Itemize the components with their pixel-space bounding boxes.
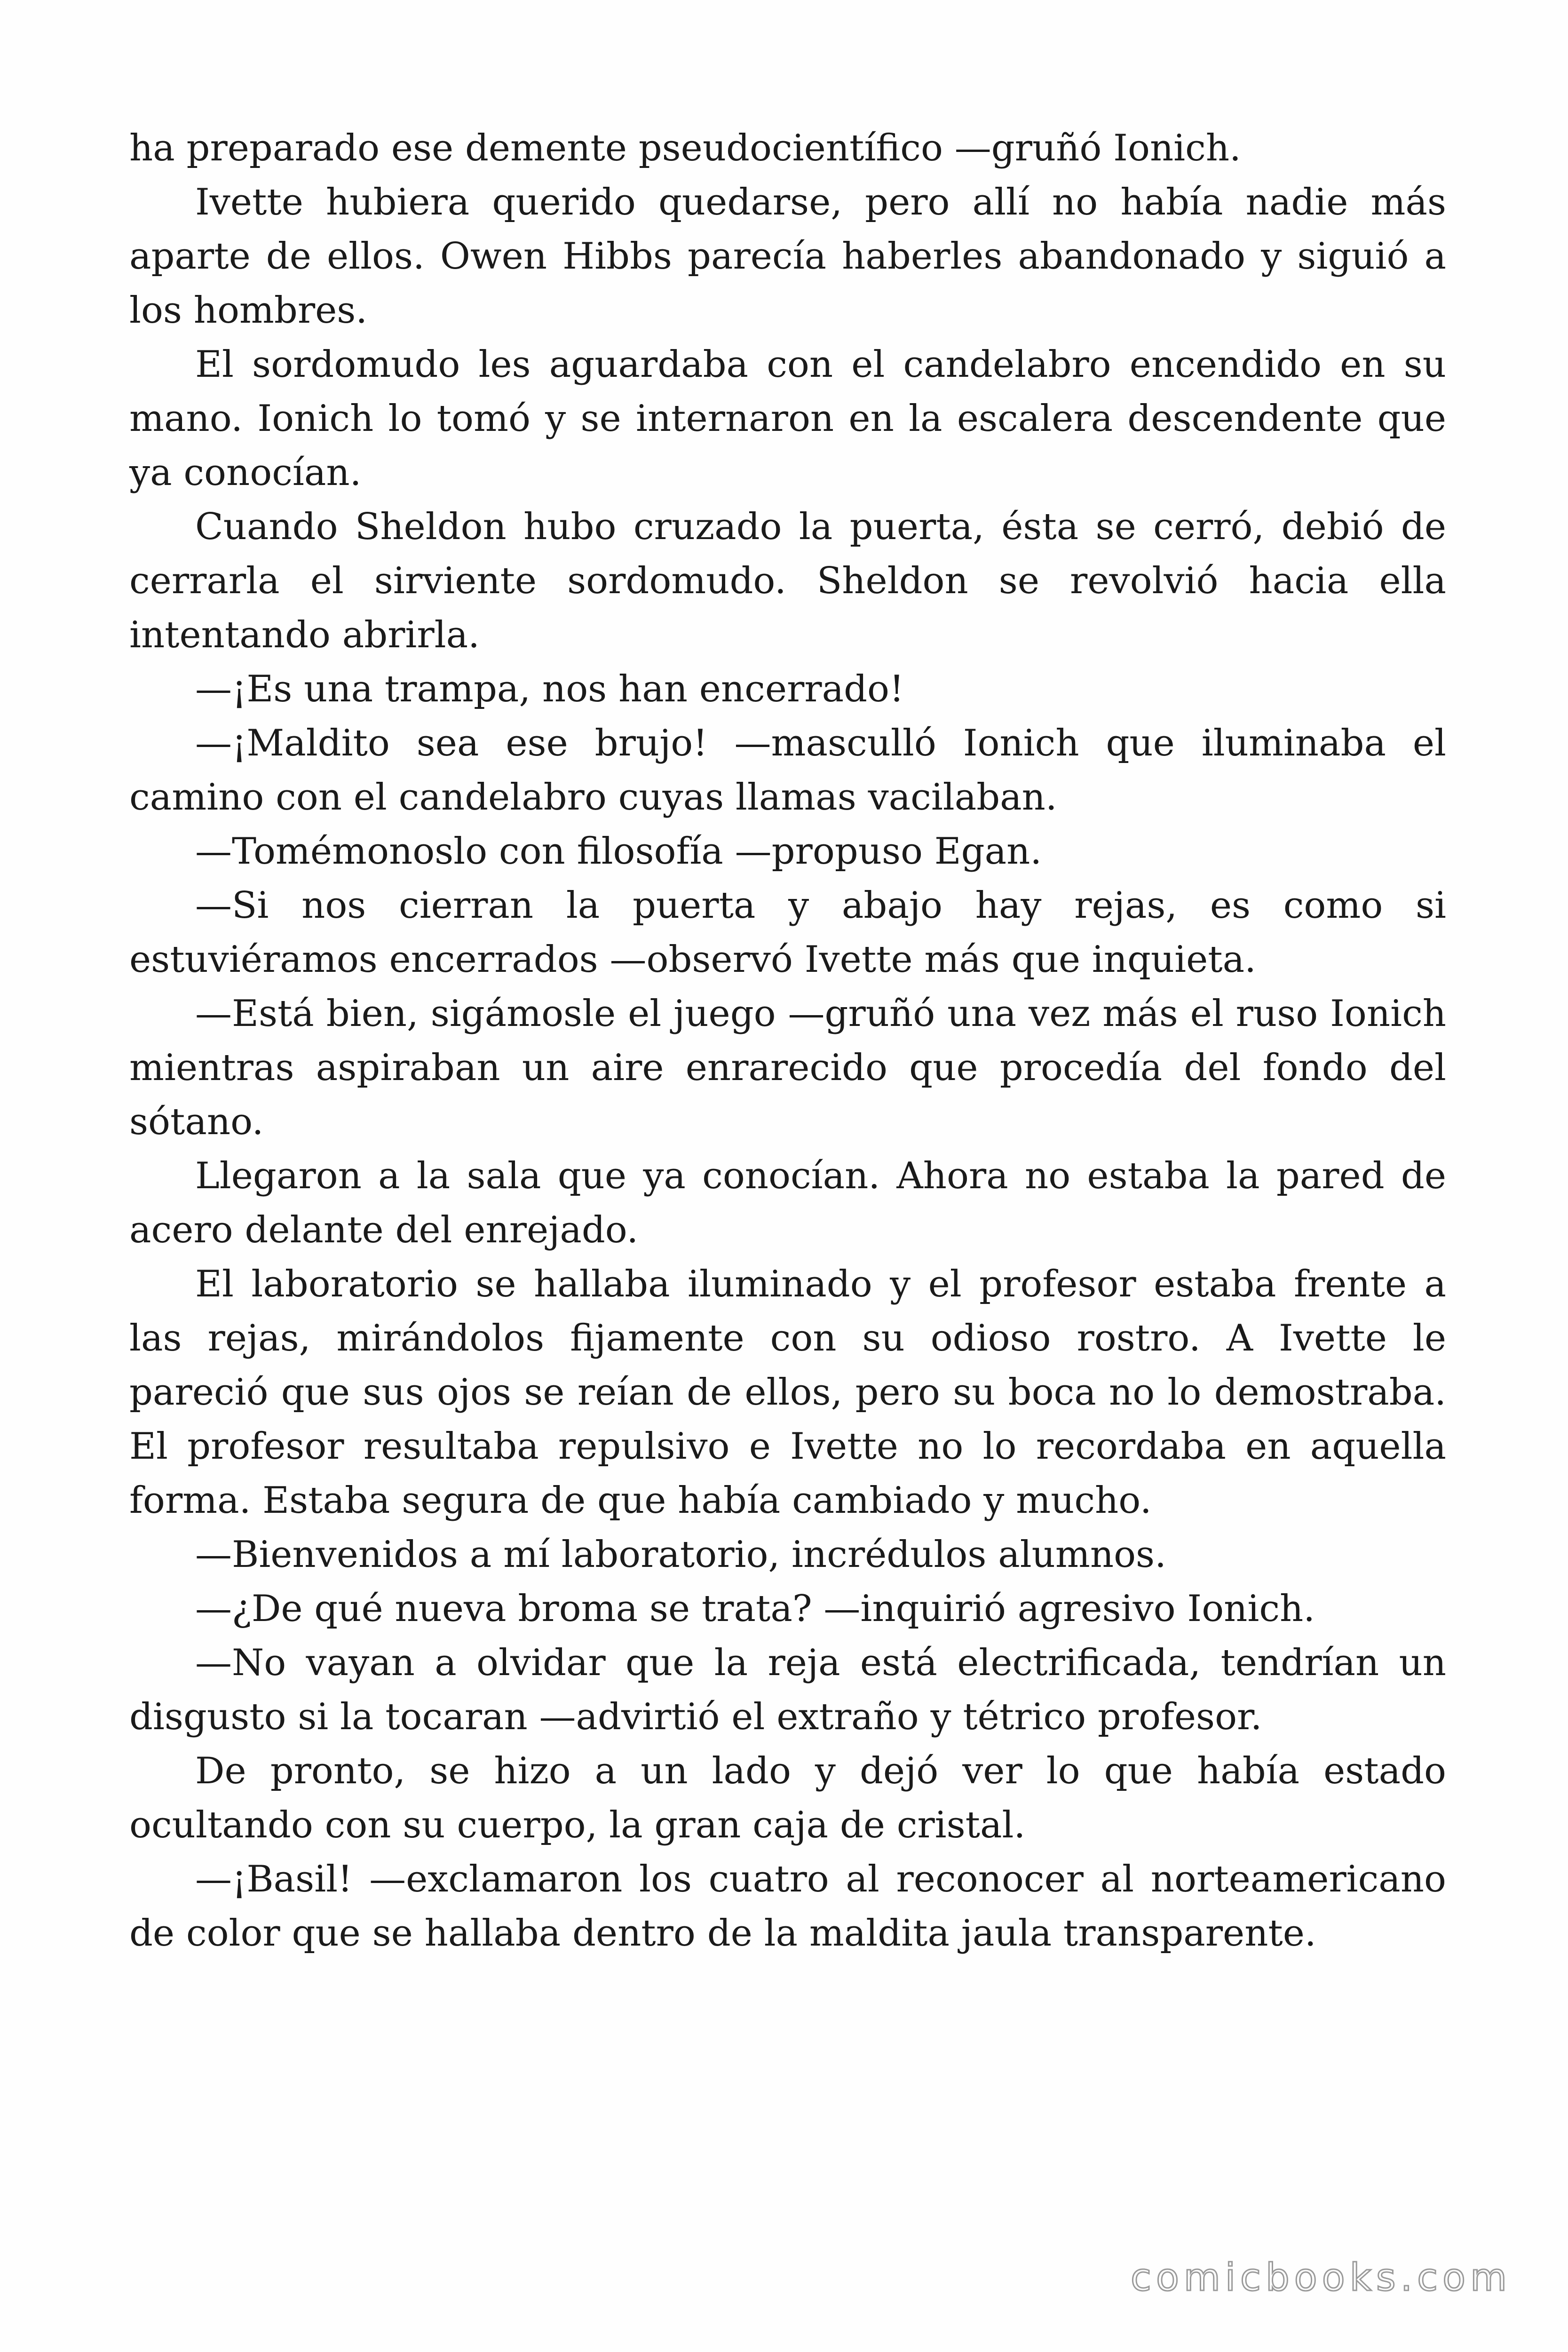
paragraph: El sordomudo les aguardaba con el candelabro encendido en su mano. Ionich lo tomó y se internaron en la escalera descendente que ya conocían. [129,343,1446,494]
paragraph: El laboratorio se hallaba iluminado y el profesor estaba frente a las rejas, mirándolos fijamente con su odioso rostro. A Ivette le pareció que sus ojos se reían de ellos, pero su boca no lo demostraba. El profesor resultaba repulsivo e Ivette no lo recordaba en aquella forma. Estaba segura de que había cambiado y mucho. [129,1263,1446,1522]
paragraph: Ivette hubiera querido quedarse, pero allí no había nadie más aparte de ellos. Owen Hibbs parecía haberles abandonado y siguió a los hombres. [129,181,1446,332]
watermark: comicbooks.com [1130,2256,1512,2299]
paragraph: —Tomémonoslo con filosofía —propuso Egan. [195,830,1042,873]
paragraph: ha preparado ese demente pseudocientífico —gruñó Ionich. [129,127,1241,169]
paragraph: —Bienvenidos a mí laboratorio, incrédulos alumnos. [195,1534,1166,1576]
paragraph: —¿De qué nueva broma se trata? —inquirió agresivo Ionich. [195,1588,1315,1630]
paragraph: —Si nos cierran la puerta y abajo hay rejas, es como si estuviéramos encerrados —observó Ivette más que inquieta. [129,884,1446,981]
paragraph: Llegaron a la sala que ya conocían. Ahora no estaba la pared de acero delante del enrejado. [129,1155,1446,1251]
paragraph: De pronto, se hizo a un lado y dejó ver lo que había estado ocultando con su cuerpo, la gran caja de cristal. [129,1750,1446,1846]
body-text [129,121,1446,1961]
paragraph: —No vayan a olvidar que la reja está electrificada, tendrían un disgusto si la tocaran —advirtió el extraño y tétrico profesor. [129,1642,1446,1738]
paragraph: —¡Es una trampa, nos han encerrado! [195,668,904,710]
paragraph: —¡Basil! —exclamaron los cuatro al reconocer al norteamericano de color que se hallaba dentro de la maldita jaula transparente. [129,1858,1446,1955]
paragraph: Cuando Sheldon hubo cruzado la puerta, ésta se cerró, debió de cerrarla el sirviente sordomudo. Sheldon se revolvió hacia ella intentando abrirla. [129,506,1446,656]
paragraph: —¡Maldito sea ese brujo! —masculló Ionich que iluminaba el camino con el candelabro cuyas llamas vacilaban. [129,722,1446,818]
paragraph: —Está bien, sigámosle el juego —gruñó una vez más el ruso Ionich mientras aspiraban un aire enrarecido que procedía del fondo del sótano. [129,993,1446,1143]
